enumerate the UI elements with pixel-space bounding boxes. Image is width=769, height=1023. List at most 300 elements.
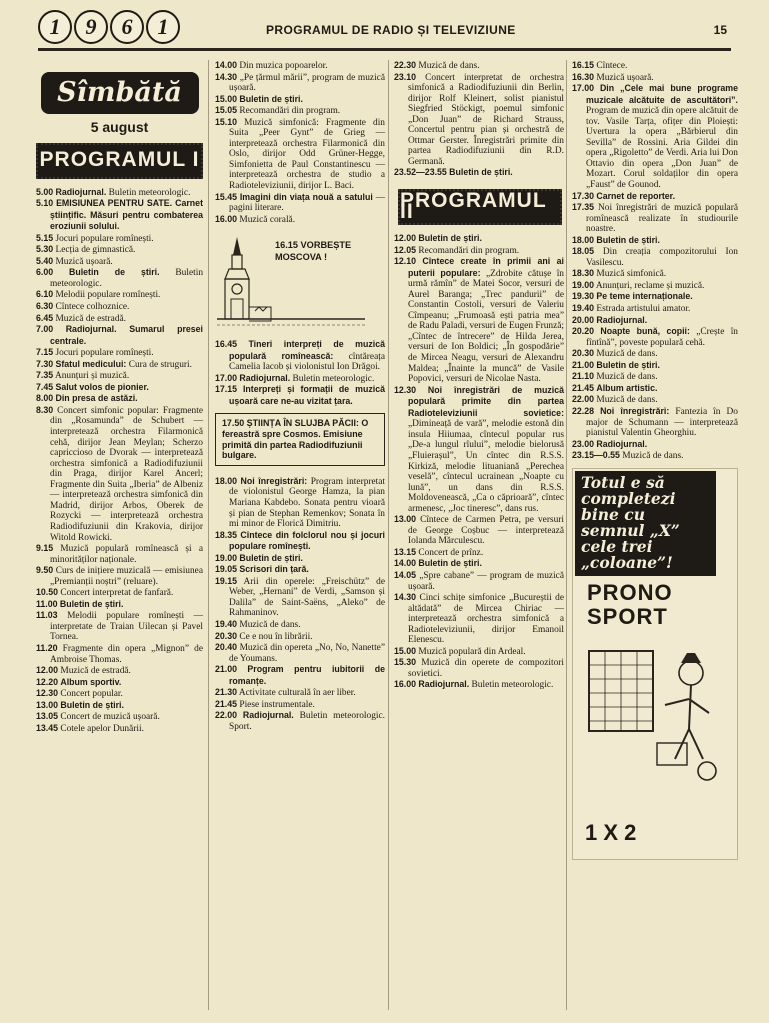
entry-text: „Crește în fîntînă”, poveste populară cehă. xyxy=(586,327,738,348)
schedule-entry xyxy=(572,72,738,84)
entry-time: 7.30 xyxy=(36,358,54,369)
entry-time: 21.10 xyxy=(572,371,595,382)
entry-text: Jocuri populare romînești. xyxy=(55,348,154,359)
entry-time: 9.50 xyxy=(36,565,54,576)
entry-time: 19.15 xyxy=(215,575,238,586)
schedule-list xyxy=(36,187,203,735)
schedule-entry xyxy=(36,233,203,245)
entry-time: 7.35 xyxy=(36,370,54,381)
entry-text: Anunțuri, reclame și muzică. xyxy=(595,280,705,291)
schedule-entry xyxy=(36,370,203,382)
entry-text: „Spre cabane” — program de muzică ușoară. xyxy=(408,570,564,592)
schedule-entry xyxy=(572,326,738,348)
schedule-entry xyxy=(36,393,203,405)
entry-title: Buletin de știri. xyxy=(596,234,660,245)
schedule-entry xyxy=(572,60,738,72)
schedule-entry xyxy=(36,289,203,301)
schedule-entry xyxy=(36,665,203,677)
entry-time: 17.00 xyxy=(572,83,595,94)
schedule-entry xyxy=(215,339,385,373)
year-digit: 6 xyxy=(110,10,144,44)
entry-text: Muzică populară din Ardeal. xyxy=(418,646,526,657)
schedule-entry xyxy=(572,439,738,451)
entry-text: Recomandări din program. xyxy=(418,245,520,256)
schedule-entry xyxy=(215,631,385,643)
moscow-banner-text: 16.15 VORBEȘTE MOSCOVA ! xyxy=(275,240,352,263)
ad-odds: 1 X 2 xyxy=(585,820,637,846)
entry-time: 18.00 xyxy=(572,234,595,245)
entry-title: Program pentru iubitorii de romanțe. xyxy=(229,664,385,686)
schedule-entry xyxy=(572,202,738,235)
schedule-entry xyxy=(36,359,203,371)
entry-text: „Dimineață de vară”, melodie estonă din insula Hiiumaa, cîntecul popular rus „De-a lungul rîului”, melodie bielorusă „Fluierașul”, Un cîntec din R.S.S. Kirkiză, melodie lituaniană „Perechea veselă”, cîntecul ucrainean „Noapte cu lună”, un dans din R.S.S. Moldovenească, „Ca o căprioară”, cîntec armenesc, „Joc tineresc”, dans rus. xyxy=(408,419,564,514)
date-label: 5 august xyxy=(90,119,149,135)
entry-title: Buletin de știri. xyxy=(418,233,482,244)
entry-time: 14.05 xyxy=(394,569,417,580)
entry-text: Muzică de estradă. xyxy=(55,313,127,324)
entry-text: Muzică simfonică. xyxy=(596,269,667,280)
schedule-entry xyxy=(394,245,564,257)
entry-time: 21.45 xyxy=(215,698,238,709)
ad-brand-line2: SPORT xyxy=(587,603,668,629)
ad-brand xyxy=(587,581,673,629)
schedule-entry xyxy=(36,688,203,700)
entry-text: Buletin meteorologic. xyxy=(471,680,554,691)
entry-title: Pe teme internaționale. xyxy=(596,291,693,302)
entry-title: Buletin de știri. xyxy=(68,267,160,278)
entry-title: Imagini din viața nouă a satului xyxy=(239,191,373,202)
schedule-entry xyxy=(36,599,203,611)
schedule-entry xyxy=(215,94,385,106)
entry-time: 22.28 xyxy=(572,405,595,416)
entry-time: 19.05 xyxy=(215,564,238,575)
schedule-entry xyxy=(215,60,385,72)
pronosport-ad xyxy=(572,468,738,860)
entry-text: Noi înregistrări de muzică populară romînească realizate în studiourile noastre. xyxy=(586,203,738,235)
schedule-entry xyxy=(572,268,738,280)
schedule-entry xyxy=(394,514,564,547)
entry-text: Buletin meteorologic. xyxy=(292,373,375,384)
entry-time: 9.15 xyxy=(36,543,54,554)
entry-text: Estrada artistului amator. xyxy=(596,304,691,315)
entry-text: Muzică corală. xyxy=(239,214,296,225)
entry-time: 16.30 xyxy=(572,71,595,82)
schedule-entry xyxy=(572,291,738,303)
entry-title: Radiojurnal. xyxy=(596,314,648,325)
entry-time: 18.05 xyxy=(572,246,595,257)
column-1 xyxy=(36,60,203,734)
entry-time: 7.45 xyxy=(36,381,54,392)
column-divider xyxy=(388,60,389,1010)
entry-text: Muzică simfonică: Fragmente din Suita „Peer Gynt” de Grieg — interpretează orchestra Filarmonică din Oslo, dirijor Odd Grüner-Hegge, Simfonietta de Paul Constantinescu — interpretează orchestra de studio a Radioteleviziunii, dirijor L. Baci. xyxy=(229,117,385,192)
schedule-entry xyxy=(572,406,738,439)
entry-text: Muzică din operete de compozitori sovietici. xyxy=(408,658,564,679)
entry-title: Noi înregistrări: xyxy=(240,475,308,486)
schedule-entry xyxy=(394,233,564,245)
schedule-entry xyxy=(394,256,564,385)
schedule-entry xyxy=(394,646,564,658)
entry-title: Scrisori din țară. xyxy=(239,564,309,575)
entry-time: 23.15—0.55 xyxy=(572,450,620,461)
entry-text: Curs de inițiere muzicală — emisiunea „Premianții noștri” (reluare). xyxy=(50,566,204,587)
column-2 xyxy=(215,60,385,732)
schedule-entry xyxy=(215,619,385,631)
entry-time: 19.40 xyxy=(572,303,595,314)
schedule-entry xyxy=(394,547,564,559)
entry-title: Buletin de știri. xyxy=(239,93,303,104)
entry-title: Buletin de știri. xyxy=(59,598,124,609)
entry-time: 17.00 xyxy=(215,372,238,383)
schedule-entry xyxy=(36,267,203,289)
schedule-entry xyxy=(394,72,564,168)
entry-time: 20.20 xyxy=(572,326,595,337)
schedule-entry xyxy=(394,60,564,72)
column-divider xyxy=(208,60,209,1010)
entry-text: Muzică ușoară. xyxy=(55,256,113,267)
moscow-illustration xyxy=(215,233,385,331)
schedule-list xyxy=(215,476,385,733)
entry-time: 8.00 xyxy=(36,393,54,404)
entry-title: Din „Cele mai bune programe muzicale alcătuite de ascultători”. xyxy=(586,83,738,105)
entry-time: 12.30 xyxy=(394,384,417,395)
schedule-entry xyxy=(572,83,738,190)
schedule-entry xyxy=(572,394,738,406)
schedule-list xyxy=(215,339,385,407)
entry-text: Concert simfonic popular: Fragmente din „Rosamunda” de Schubert — interpretează orchestra Filarmonică cehă, dirijor Jean Meylan; Scherzo capriccioso de Dvorak — interpretează orchestra simfonică a Radiodifuziunii din Praga, dirijor Karel Ancerl; Fragmente din Suita „Iberia” de Albeniz — interpretează orchestra simfonică din Madrid, dirijor Arbos, Oberek de Rozycki — interpretează orchestra Radiodifuziunii din Krakovia, dirijor Witold Rowicki. xyxy=(50,405,203,543)
entry-text: Cura de struguri. xyxy=(128,359,192,370)
entry-time: 14.00 xyxy=(215,60,238,70)
entry-time: 19.40 xyxy=(215,618,238,629)
entry-title: Buletin de știri. xyxy=(239,552,303,563)
entry-time: 21.45 xyxy=(572,382,595,393)
entry-text: Din creația compozitorului Ion Vasilescu. xyxy=(586,247,738,268)
schedule-entry xyxy=(36,700,203,712)
schedule-entry xyxy=(394,167,564,179)
entry-time: 17.35 xyxy=(572,202,595,213)
entry-time: 6.30 xyxy=(36,301,54,312)
entry-time: 5.10 xyxy=(36,198,54,209)
schedule-entry xyxy=(215,642,385,664)
entry-time: 22.30 xyxy=(394,60,417,70)
entry-text: Fantezia în Do major de Schumann — interpretează pianistul Valentin Gheorghiu. xyxy=(586,406,738,439)
entry-time: 19.30 xyxy=(572,291,595,302)
entry-time: 5.40 xyxy=(36,255,54,266)
entry-text: Program interpretat de violonistul George Hamza, la pian Mariana Kabdebo. Sonata pentru vioară și pian de Stephan Remenkov; Sonata în mi minor de Florică Dimitriu. xyxy=(229,476,386,530)
entry-text: Din muzica popoarelor. xyxy=(239,61,328,71)
schedule-entry xyxy=(215,664,385,687)
entry-text: Concert interpretat de orchestra simfonică a Radiodifuziunii din Berlin, dirijor Rolf Kleinert, solist pianistul Siegfried Stöckigt, poemul simfonic „Don Juan” de Richard Strauss, Concertul pentru pian și orchestră de Ottmar Gerster. Înregistrări primite din partea Radiodifuziunii din R.D. Germană. xyxy=(408,72,565,167)
entry-time: 21.00 xyxy=(572,359,595,370)
schedule-entry xyxy=(572,348,738,360)
ad-brand-line1: PRONO xyxy=(587,579,673,605)
entry-title: Album artistic. xyxy=(596,382,658,393)
entry-time: 14.00 xyxy=(394,558,417,569)
entry-time: 5.00 xyxy=(36,186,54,197)
entry-time: 12.10 xyxy=(394,256,417,267)
schedule-list xyxy=(572,60,738,462)
schedule-entry xyxy=(572,371,738,383)
page-header xyxy=(38,8,731,51)
entry-time: 15.05 xyxy=(215,105,238,116)
schedule-entry xyxy=(36,723,203,735)
schedule-entry xyxy=(394,592,564,646)
schedule-entry xyxy=(572,450,738,462)
schedule-entry xyxy=(394,679,564,691)
entry-text: Jocuri populare romînești. xyxy=(55,233,154,244)
entry-time: 13.00 xyxy=(394,514,417,525)
entry-text: Concert de muzică ușoară. xyxy=(60,712,160,723)
entry-time: 23.10 xyxy=(394,71,417,82)
entry-text: Piese instrumentale. xyxy=(239,699,315,710)
entry-title: Radiojurnal. xyxy=(418,679,470,690)
entry-title: Buletin de știri. xyxy=(449,167,513,178)
entry-time: 23.00 xyxy=(572,438,595,449)
entry-text: Melodii populare romînești — interpretate de Traian Uilecan și Pavel Tornea. xyxy=(50,611,203,643)
entry-time: 19.00 xyxy=(215,552,238,563)
entry-text: Muzică ușoară. xyxy=(596,72,654,83)
entry-title: Radiojurnal. Sumarul presei centrale. xyxy=(50,324,203,346)
entry-time: 18.00 xyxy=(215,475,238,486)
entry-title: Cîntece din folclorul nou și jocuri populare romînești. xyxy=(229,529,386,552)
entry-time: 5.15 xyxy=(36,232,54,243)
entry-text: Muzică de estradă. xyxy=(60,666,131,677)
entry-time: 6.00 xyxy=(36,267,54,278)
schedule-entry xyxy=(215,576,385,619)
entry-time: 13.05 xyxy=(36,711,59,722)
entry-text: Muzică de dans. xyxy=(596,372,658,383)
day-banner: Sîmbătă xyxy=(41,72,199,114)
schedule-entry xyxy=(36,587,203,599)
entry-title: Cîntece create în primii ani ai puterii populare: xyxy=(408,256,564,278)
entry-time: 11.00 xyxy=(36,598,58,609)
entry-time: 6.45 xyxy=(36,312,54,323)
schedule-entry xyxy=(215,710,385,732)
schedule-entry xyxy=(215,384,385,407)
ad-slogan: Totul e să completezi bine cu semnul „X” cele trei „coloane”! xyxy=(575,471,716,576)
entry-time: 18.35 xyxy=(215,529,238,540)
entry-time: 20.40 xyxy=(215,642,238,653)
entry-time: 12.20 xyxy=(36,676,59,687)
entry-title: Radiojurnal. xyxy=(55,186,107,197)
entry-time: 19.00 xyxy=(572,279,595,290)
entry-text: Fragmente din opera „Mignon” de Ambroise Thomas. xyxy=(50,643,203,665)
schedule-entry xyxy=(215,105,385,117)
entry-text: Cîntece de Carmen Petra, pe versuri de George Coșbuc — interpretează Iolanda Mărculescu. xyxy=(408,515,564,547)
schedule-entry xyxy=(36,324,203,347)
entry-text: Arii din operele: „Freischütz” de Weber, „Hernani” de Verdi, „Samson și Dalila” de Saint-Saëns, „Aleko” de Rahmaninov. xyxy=(229,576,385,619)
schedule-entry xyxy=(572,235,738,247)
entry-text: Muzică de dans. xyxy=(418,61,480,71)
schedule-entry xyxy=(215,373,385,385)
entry-time: 6.10 xyxy=(36,289,54,300)
schedule-entry xyxy=(36,313,203,325)
entry-time: 15.30 xyxy=(394,657,417,668)
entry-text: Cinci schițe simfonice „Bucureștii de altădată” de Mircea Chiriac — interpretează orchestra simfonică a Radioteleviziunii, dirijor Emanoil Elenescu. xyxy=(408,593,565,646)
schedule-entry xyxy=(215,564,385,576)
schedule-entry xyxy=(36,643,203,665)
entry-title: Noi înregistrări: xyxy=(600,405,670,416)
entry-text: „Zdrobite cătușe în urmă rămîn” de Matei Socor, versuri de Aurel Baranga; „Trec pandurii” de Constantin Costoli, versuri de Valeriu Cîmpeanu; „Frumoasă ești patria mea” de Radu Paladi, versuri de Eugen Frunză; „Cîntec de întrecere” de Hilda Jerea, versuri de Ion Boldici; „În gospodărie” de Mircea Neagu, versuri de Alexandru Maldea; „Înainte la muncă” de Vasile Popovici, versuri de Nicolae Nasta. xyxy=(408,268,564,385)
schedule-entry xyxy=(36,301,203,313)
page-title: PROGRAMUL DE RADIO ȘI TELEVIZIUNE xyxy=(266,23,516,37)
entry-time: 14.30 xyxy=(394,592,417,603)
entry-title: Buletin de știri. xyxy=(60,699,124,710)
entry-time: 17.30 xyxy=(572,190,595,201)
ad-illustration xyxy=(583,639,723,789)
column-divider xyxy=(566,60,567,1010)
entry-time: 13.00 xyxy=(36,699,59,710)
entry-text: Concert popular. xyxy=(60,689,123,700)
entry-title: Radiojurnal. xyxy=(239,372,291,383)
year-digit: 1 xyxy=(38,10,72,44)
entry-time: 16.45 xyxy=(215,339,238,350)
schedule-entry xyxy=(572,383,738,395)
schedule-list xyxy=(394,60,564,179)
entry-time: 15.00 xyxy=(394,645,417,656)
entry-time: 15.10 xyxy=(215,116,238,127)
schedule-entry xyxy=(36,543,203,565)
entry-title: Carnet de reporter. xyxy=(596,190,676,201)
schedule-entry xyxy=(394,558,564,570)
schedule-entry xyxy=(36,244,203,256)
entry-time: 15.00 xyxy=(215,93,238,104)
schedule-list xyxy=(215,60,385,225)
entry-time: 18.30 xyxy=(572,268,595,279)
entry-time: 22.00 xyxy=(572,394,595,405)
entry-time: 16.00 xyxy=(215,213,238,224)
schedule-entry xyxy=(394,570,564,592)
schedule-entry xyxy=(36,347,203,359)
schedule-entry xyxy=(572,315,738,327)
entry-title: Album sportiv. xyxy=(60,676,122,687)
entry-time: 8.30 xyxy=(36,404,54,415)
schedule-list xyxy=(394,233,564,691)
entry-time: 10.50 xyxy=(36,587,59,598)
page-number: 15 xyxy=(713,23,727,37)
entry-text: Muzică de dans. xyxy=(622,451,684,462)
schedule-entry xyxy=(36,711,203,723)
entry-text: Concert interpretat de fanfară. xyxy=(60,588,174,599)
entry-time: 21.00 xyxy=(215,664,238,675)
entry-time: 20.30 xyxy=(572,348,595,359)
entry-time: 15.45 xyxy=(215,191,238,202)
year-digit: 9 xyxy=(74,10,108,44)
entry-title: Salut volos de pionier. xyxy=(55,381,149,392)
entry-text: Melodii populare romînești. xyxy=(55,290,161,301)
stiinta-box: 17.50 ȘTIINȚA ÎN SLUJBA PĂCII: O fereastră spre Cosmos. Emisiune primită din partea Radiodifuziunii bulgare. xyxy=(215,413,385,465)
schedule-entry xyxy=(36,382,203,394)
entry-title: Buletin de știri. xyxy=(596,359,660,370)
entry-time: 23.52—23.55 xyxy=(394,167,447,178)
schedule-entry xyxy=(36,610,203,643)
schedule-entry xyxy=(215,117,385,192)
column-4 xyxy=(572,60,738,860)
entry-title: Radiojurnal. xyxy=(242,710,294,721)
entry-text: Program de muzică din opere alcătuit de tov. Vasile Tarța, ofițer din Ploiești: Uvertura la opera „Bărbierul din Sevilla” de Rossini. Aria Gildei din opera „Rigoletto” de Verdi. Aria lui Don Ottavio din opera „Don Juan” de Mozart. Corul soldaților din opera „Faust” de Gounod. xyxy=(586,106,738,191)
entry-text: Activitate culturală în aer liber. xyxy=(238,688,356,699)
entry-text: Buletin meteorologic. xyxy=(50,268,204,289)
entry-time: 16.15 xyxy=(572,60,595,70)
entry-time: 7.15 xyxy=(36,347,54,358)
entry-text: Cîntece colhoznice. xyxy=(55,302,130,313)
entry-title: Noi înregistrări de muzică populară primite din partea Radioteleviziunii sovietice: xyxy=(408,384,564,418)
schedule-entry xyxy=(36,405,203,543)
entry-title: Buletin de știri. xyxy=(418,558,482,569)
schedule-entry xyxy=(572,303,738,315)
entry-time: 20.00 xyxy=(572,314,595,325)
entry-title: Din presa de astăzi. xyxy=(55,393,138,404)
entry-time: 16.00 xyxy=(394,679,417,690)
entry-title: Sfatul medicului: xyxy=(55,358,127,369)
entry-time: 21.30 xyxy=(215,687,238,698)
entry-text: Buletin meteorologic. xyxy=(108,187,191,198)
entry-time: 11.03 xyxy=(36,610,58,621)
program-2-banner: PROGRAMUL II xyxy=(398,189,562,225)
entry-text: Muzică populară romînească și a minorităților naționale. xyxy=(50,544,203,565)
schedule-entry xyxy=(215,553,385,565)
entry-text: Lecția de gimnastică. xyxy=(55,245,136,256)
entry-text: Muzică de dans. xyxy=(239,619,301,630)
entry-time: 5.30 xyxy=(36,244,54,255)
entry-time: 12.30 xyxy=(36,688,59,699)
entry-title: Tineri interpreți de muzică populară romînească: xyxy=(229,339,385,361)
schedule-entry xyxy=(215,687,385,699)
schedule-entry xyxy=(394,657,564,679)
schedule-entry xyxy=(36,256,203,268)
schedule-entry xyxy=(215,72,385,94)
entry-text: Cotele apelor Dunării. xyxy=(60,723,144,734)
entry-time: 13.45 xyxy=(36,722,59,733)
schedule-entry xyxy=(215,476,385,530)
schedule-entry xyxy=(394,385,564,515)
schedule-entry xyxy=(215,699,385,711)
schedule-entry xyxy=(572,280,738,292)
entry-time: 14.30 xyxy=(215,71,238,82)
entry-text: Cîntece. xyxy=(596,61,628,71)
entry-time: 12.05 xyxy=(394,244,417,255)
entry-time: 11.20 xyxy=(36,642,58,653)
entry-time: 17.15 xyxy=(215,384,238,395)
schedule-entry xyxy=(36,187,203,199)
column-3 xyxy=(394,60,564,691)
entry-text: — pagini literare. xyxy=(229,192,386,214)
entry-text: cîntăreața Camelia Iacob și violonistul Ion Drăgoi. xyxy=(229,351,386,373)
schedule-entry xyxy=(572,360,738,372)
program-1-banner: PROGRAMUL I xyxy=(36,143,203,179)
entry-time: 12.00 xyxy=(394,233,417,244)
schedule-entry xyxy=(215,192,385,214)
entry-time: 13.15 xyxy=(394,546,417,557)
entry-time: 12.00 xyxy=(36,665,59,676)
schedule-entry xyxy=(36,565,203,587)
entry-text: Muzică din opereta „No, No, Nanette” de Youmans. xyxy=(229,643,385,664)
entry-text: Concert de prînz. xyxy=(418,547,484,558)
schedule-entry xyxy=(215,530,385,553)
entry-text: Recomandări din program. xyxy=(239,106,341,117)
year-badge xyxy=(38,10,180,44)
entry-text: „Pe țărmul mării”, program de muzică ușoară. xyxy=(229,72,385,94)
entry-title: EMISIUNEA PENTRU SATE. Carnet științific. Măsuri pentru combaterea eroziunii solului. xyxy=(50,198,203,232)
entry-title: Interpreți și formații de muzică ușoară care ne-au vizitat țara. xyxy=(229,384,385,406)
entry-title: Radiojurnal. xyxy=(596,438,648,449)
entry-time: 20.30 xyxy=(215,630,238,641)
entry-time: 22.00 xyxy=(215,710,238,721)
entry-text: Anunțuri și muzică. xyxy=(54,371,130,382)
entry-title: Noapte bună, copii: xyxy=(600,326,690,337)
schedule-entry xyxy=(572,246,738,268)
schedule-entry xyxy=(572,191,738,203)
schedule-entry xyxy=(215,214,385,226)
